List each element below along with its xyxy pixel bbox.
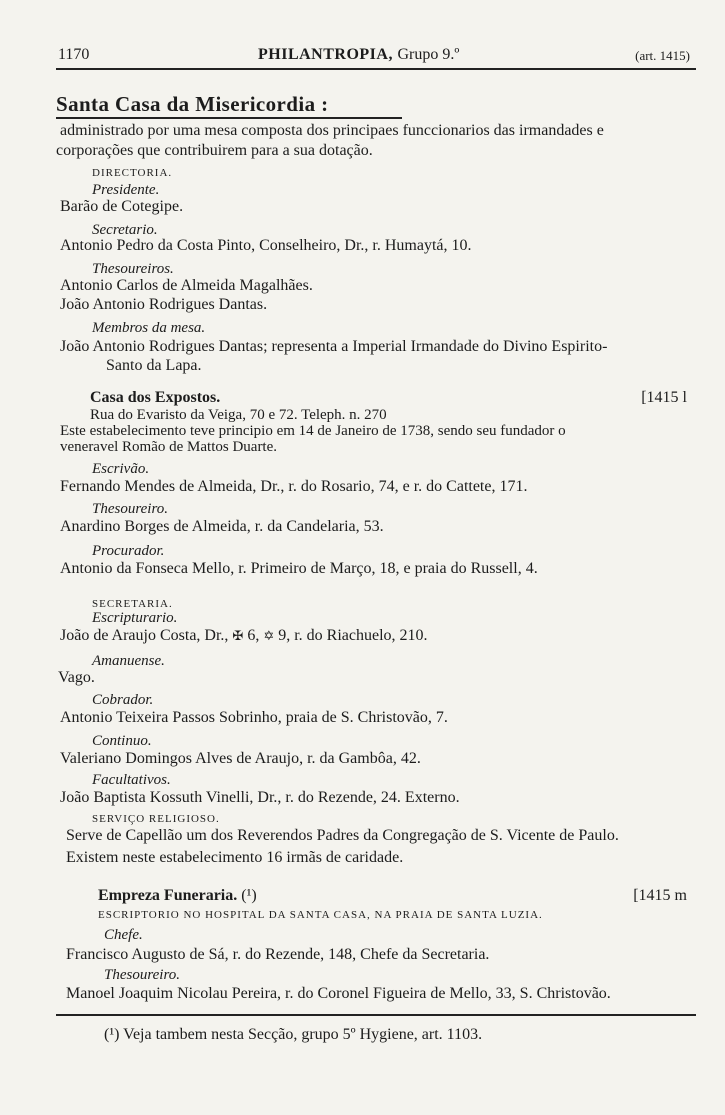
header-rule (56, 68, 696, 70)
thesoureiros-label: Thesoureiros. (92, 261, 174, 277)
facultativo-name: João Baptista Kossuth Vinelli, Dr., r. do Rezende, 24. Externo. (60, 789, 460, 806)
funeraria-ref: [1415 m (633, 887, 687, 904)
section-title-rule (56, 117, 402, 119)
servico-label: SERVIÇO RELIGIOSO. (92, 813, 220, 825)
thesoureiro-2: João Antonio Rodrigues Dantas. (60, 296, 268, 313)
expostos-title: Casa dos Expostos. (90, 389, 221, 406)
thesoureiro-label: Thesoureiro. (92, 501, 168, 517)
escrivao-name: Fernando Mendes de Almeida, Dr., r. do Rosario, 74, e r. do Cattete, 171. (60, 478, 528, 495)
cobrador-label: Cobrador. (92, 692, 154, 708)
order-cross-icon: ✠ (232, 628, 244, 643)
order-star-icon: ✡ (263, 628, 275, 643)
amanuense-name: Vago. (58, 669, 95, 686)
membros-label: Membros da mesa. (92, 320, 206, 336)
intro-line-2: corporações que contribuirem para a sua dotação. (56, 142, 373, 159)
funeraria-note-mark: (¹) (241, 887, 257, 904)
escripturario-name-b: 6, (247, 627, 260, 644)
header-article: (art. 1415) (635, 48, 690, 63)
escripturario-name-a: João de Araujo Costa, Dr., (60, 627, 229, 644)
page-number: 1170 (58, 46, 90, 63)
presidente-name: Barão de Cotegipe. (60, 198, 184, 215)
running-header (58, 44, 690, 66)
directoria-label: DIRECTORIA. (92, 167, 173, 179)
intro-line-1: administrado por uma mesa composta dos principaes funccionarios das irmandades e (60, 122, 604, 139)
cobrador-name: Antonio Teixeira Passos Sobrinho, praia de S. Christovão, 7. (60, 709, 448, 726)
footnote-rule (56, 1014, 696, 1016)
continuo-label: Continuo. (92, 733, 152, 749)
servico-line-2: Existem neste estabelecimento 16 irmãs de caridade. (66, 849, 404, 866)
expostos-desc-1: Este estabelecimento teve principio em 14 de Janeiro de 1738, sendo seu fundador o (60, 423, 566, 439)
escripturario-name-c: 9, r. do Riachuelo, 210. (278, 627, 428, 644)
escripturario-name (60, 627, 428, 645)
procurador-name: Antonio da Fonseca Mello, r. Primeiro de Março, 18, e praia do Russell, 4. (60, 560, 538, 577)
membro-line-2: Santo da Lapa. (106, 357, 202, 374)
amanuense-label: Amanuense. (92, 653, 165, 669)
servico-line-1: Serve de Capellão um dos Reverendos Padres da Congregação de S. Vicente de Paulo. (66, 827, 619, 844)
chefe-label: Chefe. (104, 927, 143, 943)
header-title-text: PHILANTROPIA, (258, 46, 393, 63)
expostos-address: Rua do Evaristo da Veiga, 70 e 72. Teleph. n. 270 (90, 407, 387, 423)
secretaria-label: SECRETARIA. (92, 598, 173, 610)
funeraria-heading (98, 887, 257, 905)
header-group: Grupo 9.º (397, 46, 460, 63)
procurador-label: Procurador. (92, 543, 165, 559)
chefe-name: Francisco Augusto de Sá, r. do Rezende, 148, Chefe da Secretaria. (66, 946, 490, 963)
facultativos-label: Facultativos. (92, 772, 171, 788)
funeraria-thesoureiro-name: Manoel Joaquim Nicolau Pereira, r. do Coronel Figueira de Mello, 33, S. Christovão. (66, 985, 611, 1002)
thesoureiro-name: Anardino Borges de Almeida, r. da Candelaria, 53. (60, 518, 384, 535)
section-title: Santa Casa da Misericordia : (56, 92, 329, 116)
header-title (258, 46, 459, 64)
funeraria-thesoureiro-label: Thesoureiro. (104, 967, 180, 983)
thesoureiro-1: Antonio Carlos de Almeida Magalhães. (60, 277, 313, 294)
expostos-desc-2: veneravel Romão de Mattos Duarte. (60, 439, 278, 455)
secretario-label: Secretario. (92, 222, 158, 238)
funeraria-office: ESCRIPTORIO NO HOSPITAL DA SANTA CASA, NA PRAIA DE SANTA LUZIA. (98, 909, 543, 921)
membro-line-1: João Antonio Rodrigues Dantas; representa a Imperial Irmandade do Divino Espirito- (60, 338, 608, 355)
escripturario-label: Escripturario. (92, 610, 178, 626)
secretario-name: Antonio Pedro da Costa Pinto, Conselheiro, Dr., r. Humaytá, 10. (60, 237, 472, 254)
escrivao-label: Escrivão. (92, 461, 150, 477)
footnote: (¹) Veja tambem nesta Secção, grupo 5º Hygiene, art. 1103. (104, 1026, 483, 1043)
funeraria-title: Empreza Funeraria. (98, 887, 238, 904)
expostos-ref: [1415 l (641, 389, 687, 406)
continuo-name: Valeriano Domingos Alves de Araujo, r. da Gambôa, 42. (60, 750, 421, 767)
presidente-label: Presidente. (92, 182, 160, 198)
